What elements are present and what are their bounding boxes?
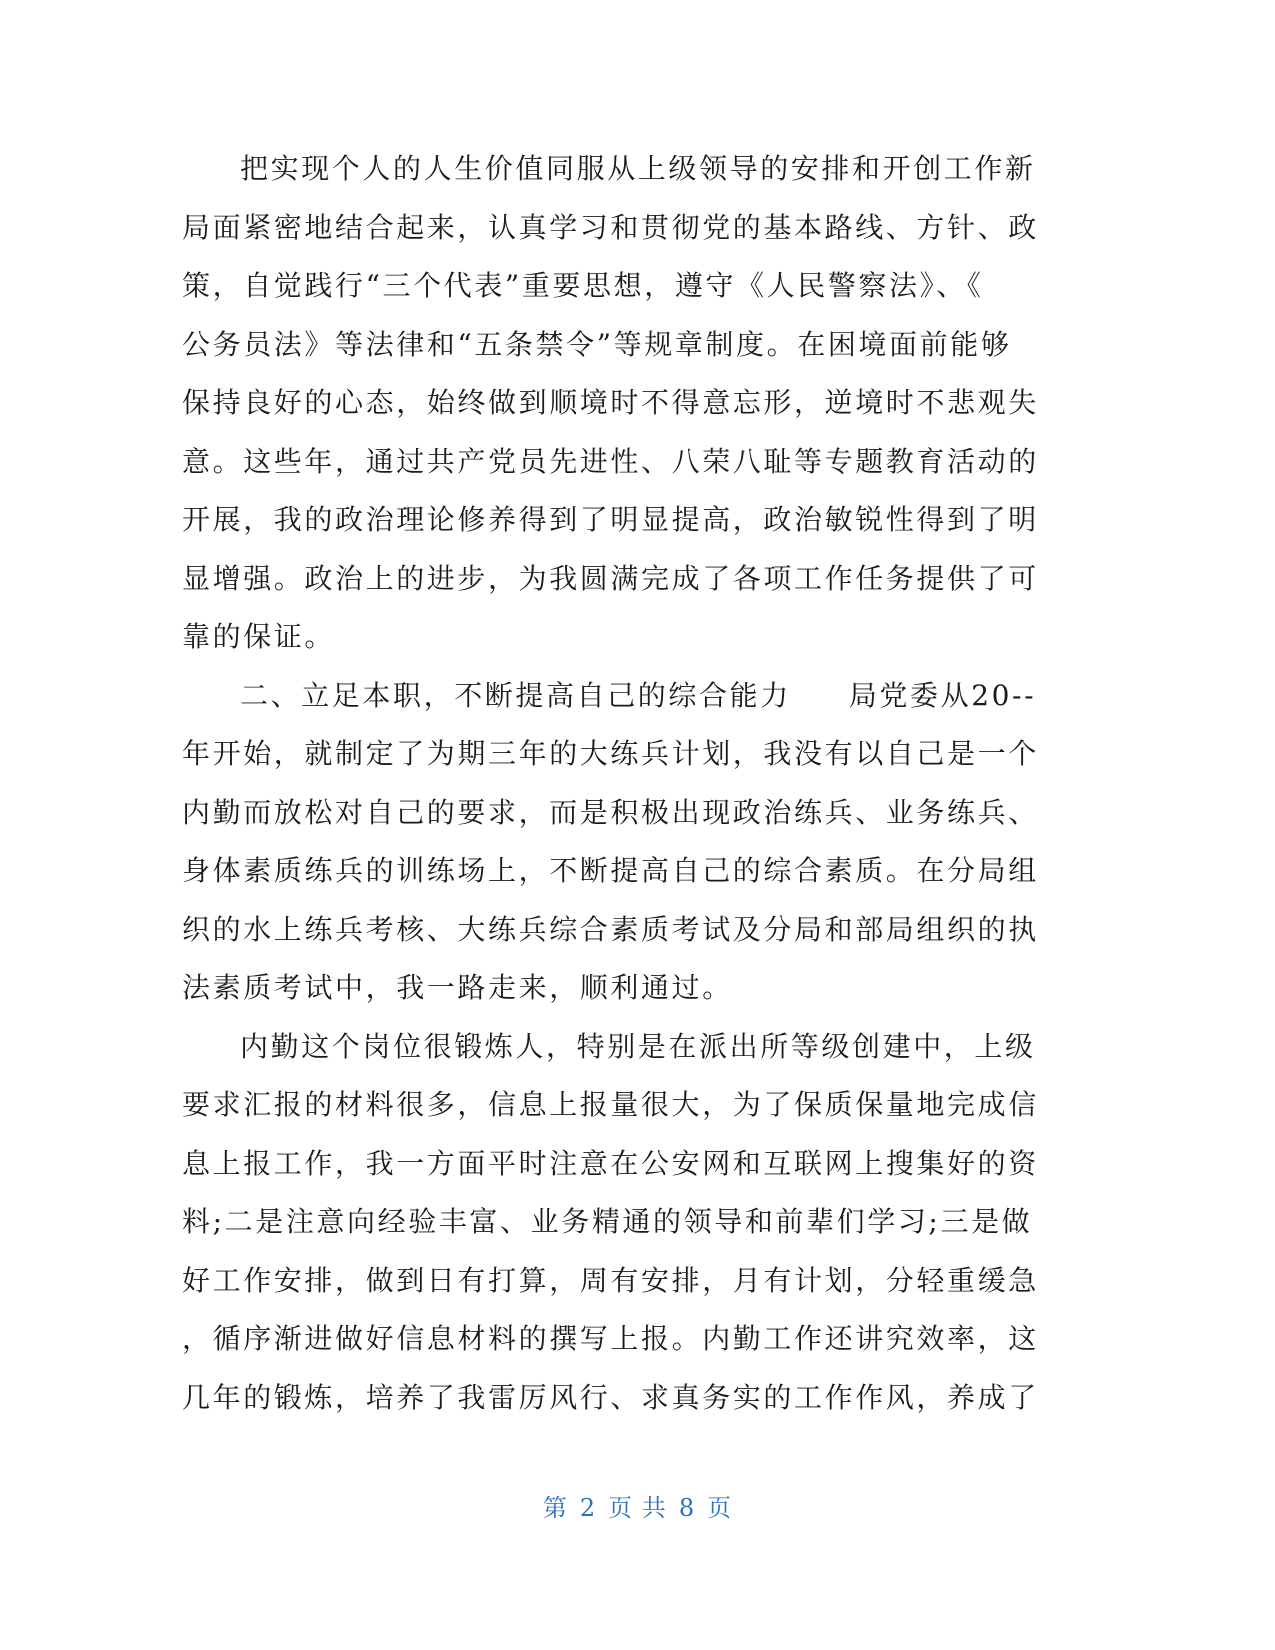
text-line: 保持良好的心态，始终做到顺境时不得意忘形，逆境时不悲观失	[182, 386, 1039, 419]
text-line: 开展，我的政治理论修养得到了明显提高，政治敏锐性得到了明	[182, 503, 1039, 536]
footer-suffix: 页	[707, 1494, 733, 1522]
text-line: 把实现个人的人生价值同服从上级领导的安排和开创工作新	[240, 152, 1036, 185]
text-line: 局面紧密地结合起来，认真学习和贯彻党的基本路线、方针、政	[182, 210, 1039, 244]
text-line: 策，自觉践行“三个代表”重要思想，遵守《人民警察法》、《	[182, 269, 984, 302]
section-heading: 二、立足本职，不断提高自己的综合能力	[240, 678, 791, 712]
paragraph-2	[182, 667, 1039, 1018]
footer-middle: 页 共	[608, 1494, 667, 1522]
text-line: 内勤而放松对自己的要求，而是积极出现政治练兵、业务练兵、	[182, 795, 1039, 829]
text-line: 息上报工作，我一方面平时注意在公安网和互联网上搜集好的资	[182, 1146, 1039, 1180]
text-line: 几年的锻炼，培养了我雷厉风行、求真务实的工作作风，养成了	[182, 1380, 1039, 1414]
text-line: 好工作安排，做到日有打算，周有安排，月有计划，分轻重缓急	[182, 1263, 1039, 1297]
text-line: 意。这些年，通过共产党员先进性、八荣八耻等专题教育活动的	[182, 444, 1039, 478]
paragraph-3	[182, 1018, 1039, 1428]
text-fragment: 局党委从20--	[848, 678, 1037, 712]
section-heading-line	[182, 667, 1037, 726]
text-line: 靠的保证。	[182, 620, 336, 653]
text-line: 内勤这个岗位很锻炼人，特别是在派出所等级创建中，上级	[240, 1029, 1036, 1063]
footer-prefix: 第	[542, 1494, 568, 1522]
paragraph-1	[182, 140, 1039, 667]
text-line: 公务员法》等法律和“五条禁令”等规章制度。在困境面前能够	[182, 327, 1012, 361]
text-line: ，循序渐进做好信息材料的撰写上报。内勤工作还讲究效率，这	[182, 1322, 1039, 1355]
text-line: 料;二是注意向经验丰富、业务精通的领导和前辈们学习;三是做	[182, 1205, 1033, 1238]
total-page-count: 8	[678, 1494, 696, 1522]
body-text	[182, 140, 1039, 1427]
text-line: 身体素质练兵的训练场上，不断提高自己的综合素质。在分局组	[182, 854, 1039, 887]
text-line: 织的水上练兵考核、大练兵综合素质考试及分局和部局组织的执	[182, 912, 1039, 946]
text-line: 要求汇报的材料很多，信息上报量很大，为了保质保量地完成信	[182, 1088, 1039, 1121]
text-line: 法素质考试中，我一路走来，顺利通过。	[182, 971, 733, 1004]
page-footer	[0, 1488, 1275, 1523]
text-line: 显增强。政治上的进步，为我圆满完成了各项工作任务提供了可	[182, 561, 1039, 595]
current-page-number: 2	[579, 1494, 597, 1522]
text-line: 年开始，就制定了为期三年的大练兵计划，我没有以自己是一个	[182, 737, 1039, 770]
